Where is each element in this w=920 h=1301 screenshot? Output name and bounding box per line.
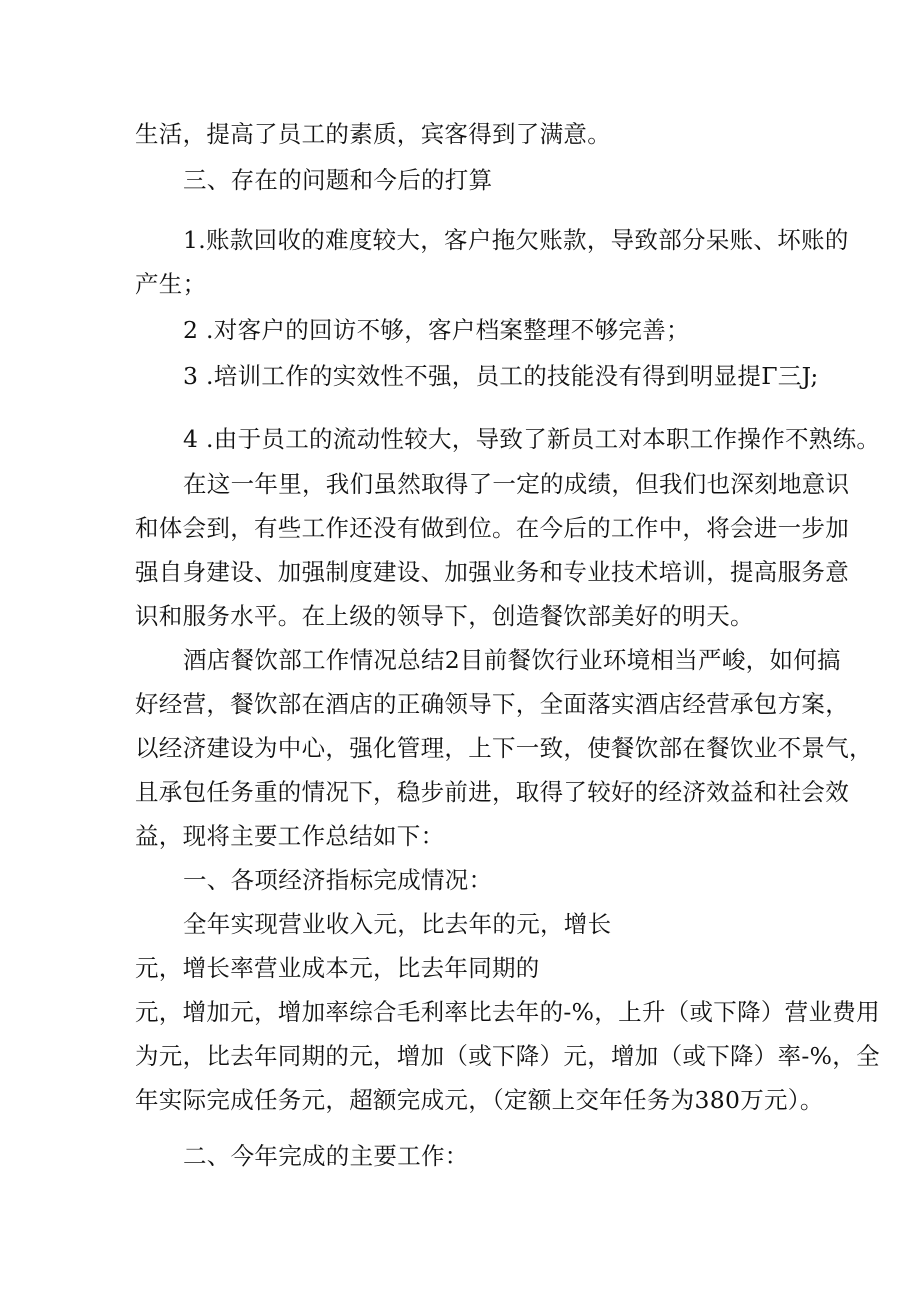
text-line: 产生； bbox=[135, 270, 207, 298]
paragraph-line: 和体会到，有些工作还没有做到位。在今后的工作中，将会进一步加 bbox=[135, 514, 849, 542]
list-item: 1.账款回收的难度较大，客户拖欠账款，导致部分呆账、坏账的 bbox=[183, 226, 849, 254]
paragraph-line: 以经济建设为中心，强化管理，上下一致，使餐饮部在餐饮业不景气， bbox=[135, 734, 873, 762]
paragraph-line: 元，增长率营业成本元，比去年同期的 bbox=[135, 954, 540, 982]
paragraph-line: 全年实现营业收入元，比去年的元，增长 bbox=[183, 910, 612, 938]
list-item: 3 .培训工作的实效性不强，员工的技能没有得到明显提Γ三J; bbox=[183, 362, 819, 390]
paragraph-line: 酒店餐饮部工作情况总结2目前餐饮行业环境相当严峻，如何搞 bbox=[183, 646, 841, 674]
section-heading: 一、各项经济指标完成情况： bbox=[183, 866, 493, 894]
paragraph-line: 元，增加元，增加率综合毛利率比去年的-%，上升（或下降）营业费用 bbox=[135, 998, 880, 1026]
paragraph-line: 强自身建设、加强制度建设、加强业务和专业技术培训，提高服务意 bbox=[135, 558, 849, 586]
section-heading: 三、存在的问题和今后的打算 bbox=[183, 166, 493, 194]
list-item: 4 .由于员工的流动性较大，导致了新员工对本职工作操作不熟练。 bbox=[183, 425, 881, 453]
paragraph-line: 识和服务水平。在上级的领导下，创造餐饮部美好的明天。 bbox=[135, 602, 754, 630]
paragraph-line: 年实际完成任务元，超额完成元，（定额上交年任务为380万元）。 bbox=[135, 1086, 824, 1114]
paragraph-line: 益，现将主要工作总结如下： bbox=[135, 822, 445, 850]
paragraph-line: 在这一年里，我们虽然取得了一定的成绩，但我们也深刻地意识 bbox=[183, 470, 850, 498]
paragraph-line: 且承包任务重的情况下，稳步前进，取得了较好的经济效益和社会效 bbox=[135, 778, 849, 806]
section-heading: 二、今年完成的主要工作： bbox=[183, 1142, 469, 1170]
text-line: 生活，提高了员工的素质，宾客得到了满意。 bbox=[135, 120, 611, 148]
paragraph-line: 为元，比去年同期的元，增加（或下降）元，增加（或下降）率-%，全 bbox=[135, 1042, 880, 1070]
paragraph-line: 好经营，餐饮部在酒店的正确领导下，全面落实酒店经营承包方案， bbox=[135, 690, 849, 718]
list-item: 2 .对客户的回访不够，客户档案整理不够完善； bbox=[183, 316, 690, 344]
